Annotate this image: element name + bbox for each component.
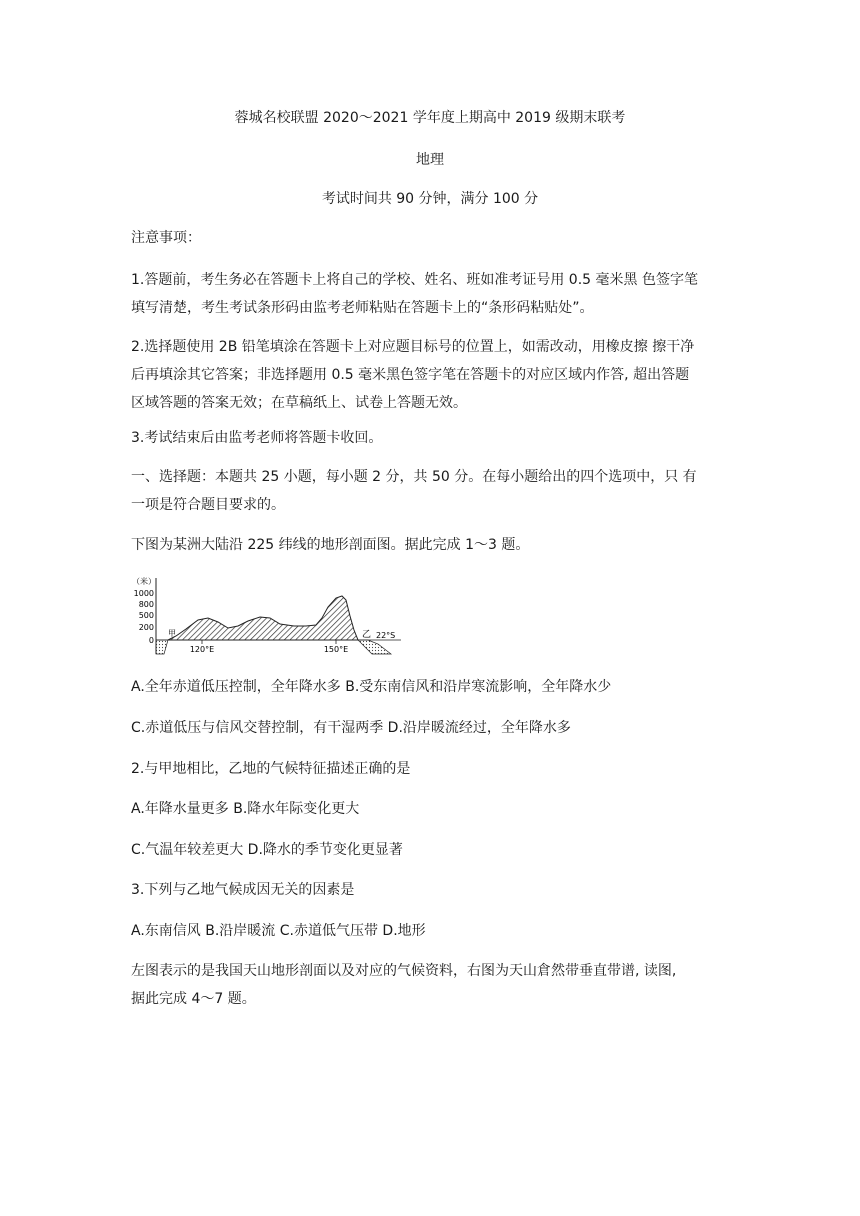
terrain-profile-figure (132, 574, 406, 658)
y-tick-0: 0 (148, 636, 154, 645)
note-2-line-1: 2.选择题使用 2B 铅笔填涂在答题卡上对应题目标号的位置上，如需改动，用橡皮擦 擦干净 (131, 339, 695, 355)
subject-title: 地理 (416, 152, 444, 168)
q2-options-line-1: A.年降水量更多 B.降水年际变化更大 (131, 801, 360, 817)
x-tick-150: 150°E (323, 645, 349, 654)
stem-4-7-line-2: 据此完成 4～7 题。 (131, 991, 256, 1007)
note-1-line-2: 填写清楚，考生考试条形码由监考老师粘贴在答题卡上的“条形码粘贴处”。 (131, 300, 594, 316)
section-intro (131, 463, 739, 519)
note-2-line-2: 后再填涂其它答案；非选择题用 0.5 毫米黑色签字笔在答题卡的对应区域内作答, 超出答题 (131, 367, 690, 383)
y-tick-200: 200 (138, 623, 154, 632)
terrain-profile-svg (132, 574, 406, 658)
q2-stem: 2.与甲地相比，乙地的气候特征描述正确的是 (131, 761, 411, 777)
latitude-label: 22°S (376, 631, 396, 640)
note-1-line-1: 1.答题前，考生务必在答题卡上将自己的学校、姓名、班如准考证号用 0.5 毫米黑 色签字笔 (131, 272, 698, 288)
section-intro-line-1: 一、选择题：本题共 25 小题，每小题 2 分，共 50 分。在每小题给出的四个选项中，只 有 (131, 469, 697, 485)
q2-options-line-2: C.气温年较差更大 D.降水的季节变化更显著 (131, 842, 403, 858)
shelf-right (358, 640, 391, 654)
stem-4-7 (131, 957, 739, 1013)
stem-1-3: 下图为某洲大陆沿 225 纬线的地形剖面图。据此完成 1～3 题。 (131, 537, 530, 553)
y-tick-500: 500 (138, 611, 154, 620)
stem-4-7-line-1: 左图表示的是我国天山地形剖面以及对应的气候资料，右图为天山倉然带垂直带谱, 读图, (131, 963, 677, 979)
label-jia: 甲 (168, 629, 176, 638)
y-tick-1000: 1000 (133, 589, 154, 598)
note-2-line-3: 区域答题的答案无效；在草稿纸上、试卷上答题无效。 (131, 395, 467, 411)
x-tick-120: 120°E (189, 645, 215, 654)
label-yi: 乙 (362, 630, 372, 640)
y-tick-800: 800 (138, 600, 154, 609)
note-item-2 (131, 333, 739, 417)
unit-label: （米） (132, 577, 156, 586)
shelf-left (156, 640, 168, 654)
q3-stem: 3.下列与乙地气候成因无关的因素是 (131, 882, 355, 898)
notes-heading: 注意事项： (131, 230, 201, 246)
q1-options-line-1: A.全年赤道低压控制，全年降水多 B.受东南信风和沿岸寒流影响，全年降水少 (131, 679, 612, 695)
land-profile (168, 596, 358, 640)
exam-info: 考试时间共 90 分钟，满分 100 分 (321, 191, 539, 207)
q1-options-line-2: C.赤道低压与信风交替控制，有干湿两季 D.沿岸暖流经过，全年降水多 (131, 720, 571, 736)
q3-options: A.东南信风 B.沿岸暖流 C.赤道低气压带 D.地形 (131, 923, 426, 939)
note-item-1 (131, 266, 739, 322)
exam-title: 蓉城名校联盟 2020～2021 学年度上期高中 2019 级期末联考 (234, 110, 626, 126)
section-intro-line-2: 一项是符合题目要求的。 (131, 497, 285, 513)
note-item-3: 3.考试结束后由监考老师将答题卡收回。 (131, 430, 383, 446)
